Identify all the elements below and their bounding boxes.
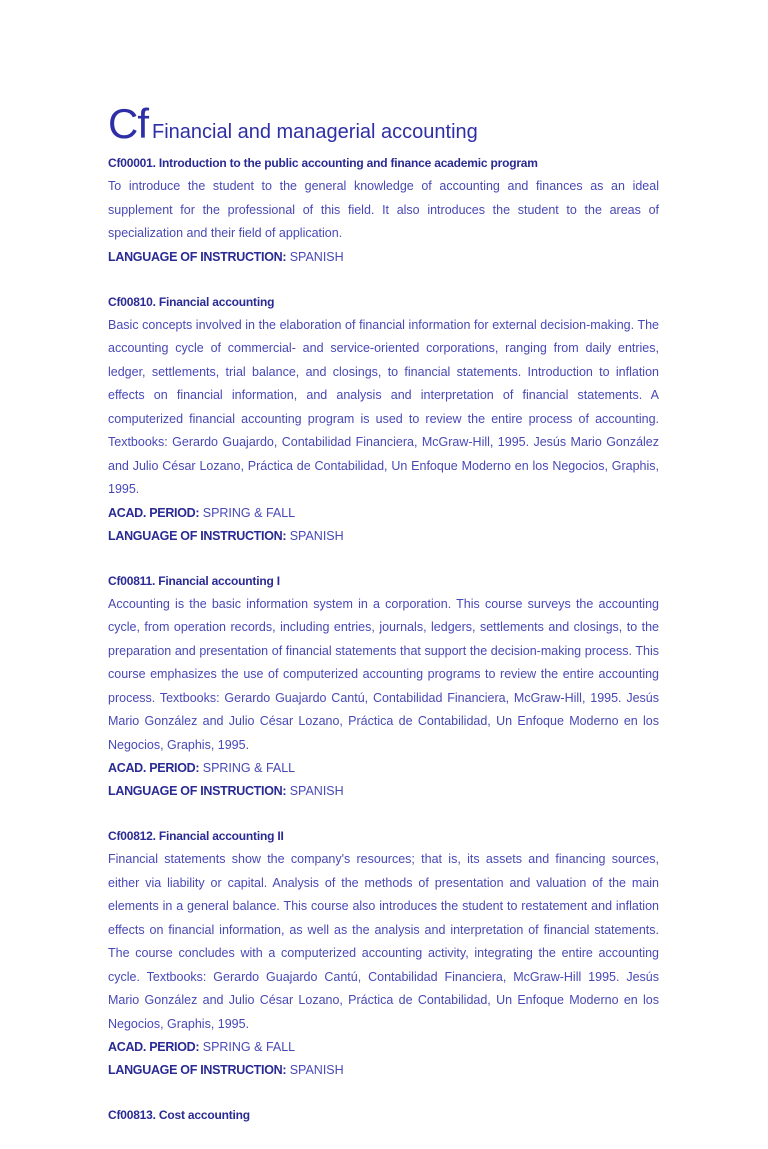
department-title: Financial and managerial accounting [152,121,478,143]
document-page [108,100,659,1149]
course-description: To introduce the student to the general knowledge of accounting and finances as an ideal supplement for the professional of this field. It also introduces the student to the areas of specialization and their field of application. [108,179,659,240]
language-value: SPANISH [289,784,344,798]
course-title: Cf00813. Cost accounting [108,1108,250,1122]
language-label: LANGUAGE OF INSTRUCTION: [108,528,287,543]
course-entry [108,825,659,1082]
academic-period [108,757,659,780]
course-entry [108,291,659,548]
language-of-instruction [108,1059,659,1082]
course-title: Cf00811. Financial accounting I [108,573,280,588]
language-of-instruction [108,780,659,803]
language-value: SPANISH [289,528,344,543]
course-description: Accounting is the basic information system in a corporation. This course surveys the accounting cycle, from operation records, including entries, journals, ledgers, settlements and closings, to the preparation and presentation of financial statements that support the decision-making process. This course emphasizes the use of computerized accounting programs to review the entire accounting process. Textbooks: Gerardo Guajardo Cantú, Contabilidad Financiera, McGraw-Hill, 1995. Jesús Mario González and Julio César Lozano, Práctica de Contabilidad, Un Enfoque Moderno en los Negocios, Graphis, 1995. [108,596,659,752]
department-header [108,100,659,147]
academic-period [108,502,659,525]
course-entry [108,152,659,269]
course-entry [108,570,659,804]
language-value: SPANISH [289,249,344,264]
department-code: Cf [108,100,148,147]
acad-period-value: SPRING & FALL [202,761,296,775]
language-of-instruction [108,246,659,269]
course-description: Basic concepts involved in the elaboration of financial information for external decision-making. The accounting cycle of commercial- and service-oriented corporations, ranging from daily entries, ledger, settlements, trial balance, and closings, to financial statements. Introduction to inflation effects on financial information, and analysis and interpretation of financial statements. A computerized financial accounting program is used to review the entire process of accounting. Textbooks: Gerardo Guajardo, Contabilidad Financiera, McGraw-Hill, 1995. Jesús Mario González and Julio César Lozano, Práctica de Contabilidad, Un Enfoque Moderno en los Negocios, Graphis, 1995. [108,317,659,496]
course-title: Cf00812. Financial accounting II [108,829,284,843]
language-label: LANGUAGE OF INSTRUCTION: [108,784,287,798]
acad-period-value: SPRING & FALL [202,1040,296,1054]
acad-period-label: ACAD. PERIOD: [108,505,200,520]
language-value: SPANISH [289,1063,344,1077]
course-title: Cf00810. Financial accounting [108,294,275,309]
course-entry [108,1104,659,1127]
acad-period-value: SPRING & FALL [202,505,296,520]
acad-period-label: ACAD. PERIOD: [108,761,200,775]
language-label: LANGUAGE OF INSTRUCTION: [108,1063,287,1077]
acad-period-label: ACAD. PERIOD: [108,1040,200,1054]
course-title: Cf00001. Introduction to the public accounting and finance academic program [108,156,538,170]
academic-period [108,1036,659,1059]
language-of-instruction [108,525,659,548]
course-description: Financial statements show the company's resources; that is, its assets and financing sources, either via liability or capital. Analysis of the methods of presentation and valuation of the main elements in a general balance. This course also introduces the student to restatement and inflation effects on financial information, as well as the analysis and interpretation of financial statements. The course concludes with a computerized accounting activity, integrating the entire accounting cycle. Textbooks: Gerardo Guajardo Cantú, Contabilidad Financiera, McGraw-Hill 1995. Jesús Mario González and Julio César Lozano, Práctica de Contabilidad, Un Enfoque Moderno en los Negocios, Graphis, 1995. [108,852,659,1031]
language-label: LANGUAGE OF INSTRUCTION: [108,249,287,264]
